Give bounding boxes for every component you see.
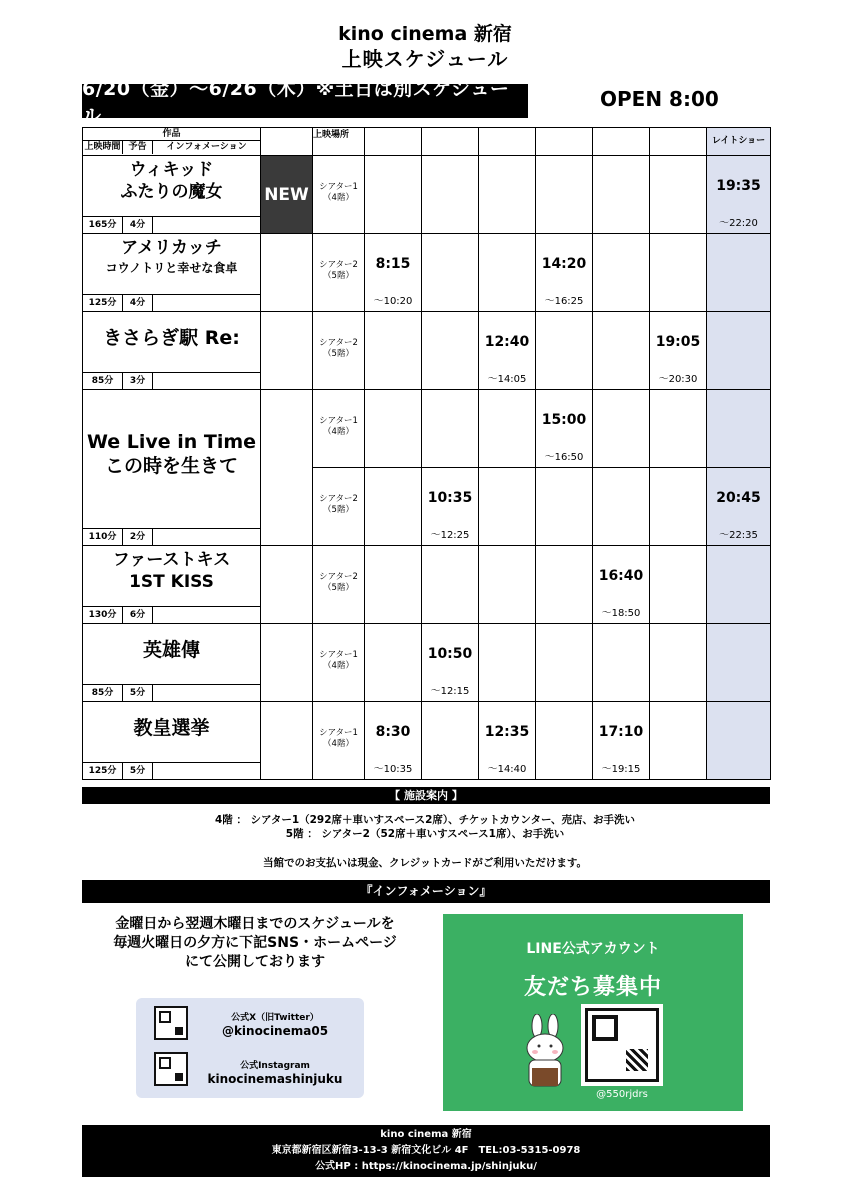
showtime-cell [650, 156, 707, 234]
venue-name: シアター2 [319, 338, 358, 348]
showtime [593, 702, 650, 780]
show-start: 14:20 [541, 256, 587, 272]
trailer-length: 2分 [123, 529, 153, 545]
film-meta [83, 684, 260, 701]
runtime: 110分 [83, 529, 123, 545]
bunny-mascot-icon [515, 1014, 575, 1090]
film-row [83, 546, 771, 624]
film-cell [83, 312, 261, 390]
showtime-cell [650, 702, 707, 780]
showtime-cell [536, 156, 593, 234]
cinema-name: kino cinema 新宿 [338, 23, 512, 45]
showtime [479, 702, 536, 780]
trailer-length: 5分 [123, 685, 153, 701]
show-start: 15:00 [541, 412, 587, 428]
venue-floor: （5階） [323, 583, 354, 593]
info-cell [153, 529, 260, 545]
show-start: 8:15 [375, 256, 411, 272]
venue-name: シアター1 [319, 650, 358, 660]
trailer-length: 3分 [123, 373, 153, 389]
showtime [536, 390, 593, 468]
showtime-cell [479, 156, 536, 234]
footer-name: kino cinema 新宿 [380, 1129, 472, 1140]
new-badge: NEW [261, 156, 313, 234]
info-cell [153, 607, 260, 623]
showtime-cell [536, 468, 593, 546]
venue-name: シアター2 [319, 572, 358, 582]
info-cell [153, 373, 260, 389]
facility-heading: 【 施設案内 】 [82, 787, 770, 804]
film-title [83, 549, 260, 594]
instagram-label: 公式Instagram [240, 1061, 310, 1071]
showtime [593, 546, 650, 624]
film-meta [83, 294, 260, 311]
showtime-cell [707, 390, 771, 468]
film-meta [83, 528, 260, 545]
film-cell [83, 390, 261, 546]
showtime-cell [707, 702, 771, 780]
footer-url[interactable]: 公式HP : https://kinocinema.jp/shinjuku/ [315, 1161, 537, 1172]
film-title-line1: 英雄傳 [142, 639, 200, 661]
info-cell [153, 685, 260, 701]
venue-cell [313, 468, 365, 546]
film-title-line1: ファーストキス [112, 550, 231, 570]
showtime-cell [365, 390, 422, 468]
showtime [422, 624, 479, 702]
film-cell [83, 156, 261, 234]
showtime [365, 702, 422, 780]
showtime-cell [536, 312, 593, 390]
trailer-length: 4分 [123, 217, 153, 233]
info-text: 金曜日から翌週木曜日までのスケジュールを 毎週火曜日の夕方に下記SNS・ホームページ にて公開しております [113, 916, 397, 970]
venue-name: シアター2 [319, 260, 358, 270]
showtime-cell [707, 546, 771, 624]
film-cell [83, 702, 261, 780]
film-title-line2: この時を生きて [104, 455, 238, 477]
badge-cell [261, 390, 313, 546]
film-title-line1: アメリカッチ [121, 238, 222, 258]
show-start: 12:35 [484, 724, 530, 740]
trailer-length: 5分 [123, 763, 153, 779]
badge-cell [261, 312, 313, 390]
film-title-line1: We Live in Time [86, 431, 257, 453]
show-end: ～16:50 [544, 452, 584, 463]
show-start: 10:35 [427, 490, 473, 506]
venue-name: シアター1 [319, 728, 358, 738]
showtime-cell [479, 468, 536, 546]
venue-name: シアター1 [319, 416, 358, 426]
showtime-cell [593, 156, 650, 234]
showtime [707, 468, 771, 546]
show-end: ～10:35 [373, 764, 413, 775]
showtime-cell [593, 234, 650, 312]
showtime-cell [707, 624, 771, 702]
instagram-qr-code[interactable] [154, 1052, 188, 1086]
film-row [83, 156, 771, 234]
showtime-cell [650, 468, 707, 546]
show-end: ～12:15 [430, 686, 470, 697]
line-account-box [443, 914, 743, 1111]
show-start: 19:35 [716, 178, 761, 194]
showtime-cell [536, 702, 593, 780]
film-title [83, 159, 260, 204]
x-qr-code[interactable] [154, 1006, 188, 1040]
film-row [83, 390, 771, 468]
line-title: LINE公式アカウント [526, 941, 660, 957]
show-start: 16:40 [598, 568, 644, 584]
showtime-cell [422, 702, 479, 780]
film-title-line1: ウィキッド [129, 160, 214, 180]
venue-cell [313, 546, 365, 624]
facility-floor5: 5階 ： シアター2（52席＋車いすスペース1席）、お手洗い [285, 828, 565, 840]
show-end: ～22:35 [719, 530, 758, 541]
film-title-line2: コウノトリと幸せな食卓 [105, 261, 238, 275]
badge-cell [261, 546, 313, 624]
film-cell [83, 624, 261, 702]
film-title [83, 237, 260, 277]
showtime-cell [365, 156, 422, 234]
show-start: 8:30 [375, 724, 411, 740]
showtime-cell [479, 390, 536, 468]
showtime-cell [422, 156, 479, 234]
badge-cell [261, 624, 313, 702]
film-title [83, 430, 260, 479]
runtime: 85分 [83, 373, 123, 389]
venue-floor: （4階） [323, 193, 354, 203]
showtime [365, 234, 422, 312]
show-start: 19:05 [655, 334, 701, 350]
showtime [422, 468, 479, 546]
showtime-cell [422, 546, 479, 624]
badge-cell [261, 702, 313, 780]
payment-note: 当館でのお支払いは現金、クレジットカードがご利用いただけます。 [262, 857, 588, 869]
showtime [479, 312, 536, 390]
badge-header [261, 128, 313, 156]
showtime-cell [422, 312, 479, 390]
x-handle[interactable]: @kinocinema05 [221, 1024, 329, 1038]
showtime-cell [593, 390, 650, 468]
film-row [83, 312, 771, 390]
showtime-cell [650, 390, 707, 468]
show-end: ～14:05 [487, 374, 527, 385]
film-cell [83, 546, 261, 624]
venue-floor: （5階） [323, 271, 354, 281]
page-title [0, 22, 850, 72]
x-label: 公式X（旧Twitter） [231, 1013, 319, 1023]
schedule-table [82, 127, 771, 780]
venue-cell [313, 234, 365, 312]
film-title-line1: きさらぎ駅 Re: [103, 327, 240, 349]
line-recruit: 友だち募集中 [523, 975, 662, 1000]
trailer-length: 4分 [123, 295, 153, 311]
venue-floor: （4階） [323, 739, 354, 749]
venue-floor: （5階） [323, 349, 354, 359]
show-end: ～16:25 [544, 296, 584, 307]
show-end: ～22:20 [719, 218, 758, 229]
show-end: ～14:40 [487, 764, 527, 775]
film-meta [83, 762, 260, 779]
showtime-cell [536, 624, 593, 702]
runtime: 125分 [83, 763, 123, 779]
runtime: 125分 [83, 295, 123, 311]
venue-name: シアター1 [319, 182, 358, 192]
film-title [83, 326, 260, 350]
venue-cell [313, 624, 365, 702]
showtime-cell [479, 624, 536, 702]
showtime-cell [365, 624, 422, 702]
showtime-cell [593, 312, 650, 390]
showtime-cell [593, 468, 650, 546]
film-meta [83, 216, 260, 233]
showtime-cell [422, 234, 479, 312]
facility-floor4: 4階 ： シアター1（292席＋車いすスペース2席）、チケットカウンター、売店、お手洗い [214, 814, 636, 826]
showtime-cell [422, 390, 479, 468]
showtime-cell [479, 234, 536, 312]
venue-cell [313, 312, 365, 390]
show-start: 12:40 [484, 334, 530, 350]
info-cell [153, 217, 260, 233]
show-end: ～19:15 [601, 764, 641, 775]
line-qr-code[interactable] [581, 1004, 663, 1086]
venue-cell [313, 702, 365, 780]
showtime-cell [650, 234, 707, 312]
showtime [650, 312, 707, 390]
info-heading: 『インフォメーション』 [82, 880, 770, 903]
open-time: OPEN 8:00 [600, 87, 719, 111]
film-title [83, 638, 260, 662]
runtime: 85分 [83, 685, 123, 701]
film-title [83, 716, 260, 740]
works-header: 作品 上映時間 予告 インフォメーション [83, 128, 261, 156]
runtime: 165分 [83, 217, 123, 233]
show-start: 17:10 [598, 724, 644, 740]
venue-floor: （4階） [323, 661, 354, 671]
footer [82, 1125, 770, 1177]
info-cell [153, 295, 260, 311]
instagram-handle[interactable]: kinocinemashinjuku [207, 1072, 343, 1086]
film-meta [83, 606, 260, 623]
line-id[interactable]: @550rjdrs [596, 1089, 648, 1100]
show-start: 10:50 [427, 646, 473, 662]
showtime-cell [650, 546, 707, 624]
showtime-cell [650, 624, 707, 702]
venue-floor: （5階） [323, 505, 354, 515]
film-title-line1: 教皇選挙 [133, 717, 210, 739]
film-cell [83, 234, 261, 312]
runtime: 130分 [83, 607, 123, 623]
showtime-cell [479, 546, 536, 624]
venue-cell [313, 390, 365, 468]
badge-cell [261, 234, 313, 312]
schedule-title: 上映スケジュール [341, 47, 509, 71]
venue-name: シアター2 [319, 494, 358, 504]
film-meta [83, 372, 260, 389]
showtime-cell [593, 624, 650, 702]
show-end: ～20:30 [658, 374, 698, 385]
film-row [83, 624, 771, 702]
showtime-cell [707, 312, 771, 390]
show-end: ～18:50 [601, 608, 641, 619]
venue-floor: （4階） [323, 427, 354, 437]
showtime [707, 156, 771, 234]
showtime-cell [707, 234, 771, 312]
film-row [83, 234, 771, 312]
show-end: ～12:25 [430, 530, 470, 541]
show-start: 20:45 [716, 490, 761, 506]
film-title-line2: 1ST KISS [129, 572, 214, 592]
info-cell [153, 763, 260, 779]
film-row [83, 702, 771, 780]
film-title-line2: ふたりの魔女 [120, 182, 223, 202]
trailer-length: 6分 [123, 607, 153, 623]
venue-cell [313, 156, 365, 234]
footer-address: 東京都新宿区新宿3-13-3 新宿文化ビル 4F TEL:03-5315-0978 [271, 1145, 581, 1156]
show-end: ～10:20 [373, 296, 413, 307]
showtime-cell [365, 312, 422, 390]
showtime [536, 234, 593, 312]
venue-header: 上映場所 [313, 128, 365, 156]
showtime-cell [536, 546, 593, 624]
date-range-banner: 6/20（金）～6/26（木）※土日は別スケジュール [82, 84, 528, 118]
showtime-cell [365, 546, 422, 624]
late-show-header: レイトショー [707, 128, 771, 156]
showtime-cell [365, 468, 422, 546]
